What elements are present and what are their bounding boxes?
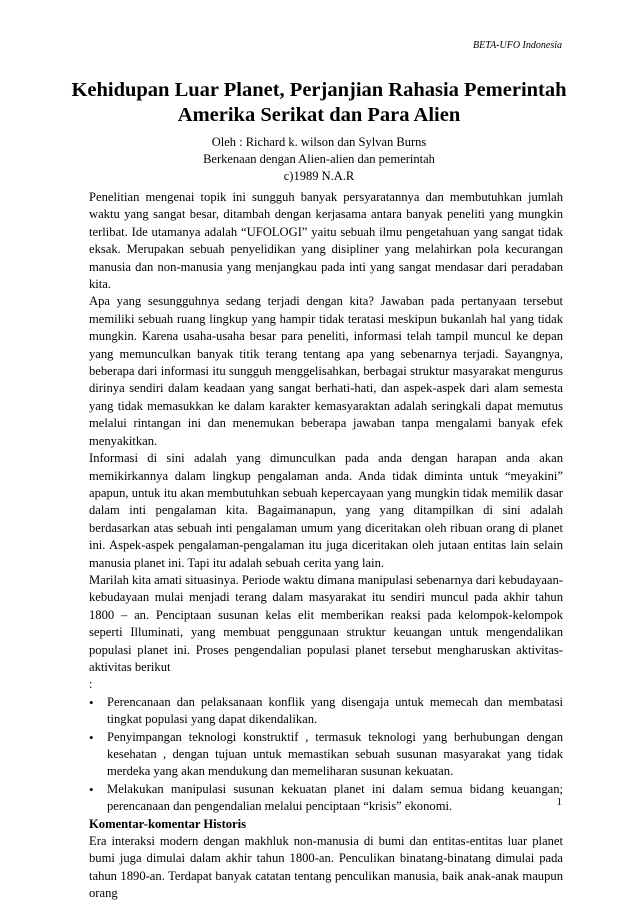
bullet-item: • Melakukan manipulasi susunan kekuatan planet ini dalam semua bidang keuangan; perencanaan dan pengendalian melalui penciptaan “krisis” ekonomi. [89,781,563,816]
byline-copyright: c)1989 N.A.R [283,169,355,183]
bullet-item: • Penyimpangan teknologi konstruktif , termasuk teknologi yang berhubungan dengan kesehatan , dengan tujuan untuk memastikan sebuah susunan masyarakat yang tidak merdeka yang akan mendukung dan memeliharan susunan kekuatan. [89,729,563,781]
bullet-item: • Perencanaan dan pelaksanaan konflik yang disengaja untuk memecah dan membatasi tingkat populasi yang dapat dikendalikan. [89,694,563,729]
body-paragraph: Apa yang sesungguhnya sedang terjadi dengan kita? Jawaban pada pertanyaan tersebut memiliki sebuah ruang lingkup yang hampir tidak teratasi meskipun bukanlah hal yang tidak mungkin. Karena usaha-usaha besar para peneliti, informasi telah tampil muncul ke depan yang memunculkan banyak titik terang tentang apa yang sebenarnya terjadi. Sayangnya, beberapa dari informasi itu sungguh menggelisahkan, berbagai struktur masyarakat mengurus dirinya sendiri dalam keadaan yang sangat berhati-hati, dan aspek-aspek dari alam semesta yang tidak memasukkan ke dalam karakter kemasyaraktan adalah seringkali dapat memutus melalui rintangan ini dan menemukan beberapa jawaban tanpa mengalami banyak efek menyakitkan. [89,294,563,448]
body-paragraph: Marilah kita amati situasinya. Periode waktu dimana manipulasi sebenarnya dari kebudayaan-kebudayaan mulai menjadi terang dalam masyarakat itu sendiri muncul pada akhir tahun 1800 – an. Penciptaan susunan kelas elit memberikan reaksi pada kelompok-kelompok seperti Illuminati, yang membuat penggunaan struktur keuangan untuk mengendalikan populasi planet ini. Proses pengendalian populasi planet tersebut mengharuskan aktivitas-aktivitas berikut [89,572,563,674]
body-paragraph: Penelitian mengenai topik ini sungguh banyak persyaratannya dan membutuhkan jumlah waktu yang sangat besar, ditambah dengan kerjasama antara banyak peneliti yang mungkin terlibat. Ide utamanya adalah “UFOLOGI” yaitu sebuah ilmu pengetahuan yang sangat tidak eksak. Merupakan sebuah penyelidikan yang disipliner yang melahirkan pola kecurangan manusia dan non-manusia yang menjangkau pada inti yang sangat mendasar dari peradaban kita. [89,190,563,292]
section-paragraph: Era interaksi modern dengan makhluk non-manusia di bumi dan entitas-entitas luar planet bumi juga dimulai dalam akhir tahun 1800-an. Penculikan binatang-binatang dimulai pada tahun 1890-an. Terdapat banyak catatan tentang penculikan manusia, baik anak-anak maupun orang [89,834,563,901]
section-heading: Komentar-komentar Historis [89,816,247,831]
body-content [89,189,563,903]
running-header: BETA-UFO Indonesia [473,40,562,51]
byline [0,134,638,185]
page-number: 1 [556,796,562,808]
list-intro-colon: : [89,677,93,692]
byline-subtitle: Berkenaan dengan Alien-alien dan pemerintah [203,152,435,166]
title-line-2: Amerika Serikat dan Para Alien [177,104,461,126]
byline-authors: Oleh : Richard k. wilson dan Sylvan Burns [211,135,427,149]
document-title [60,78,578,128]
bullet-list [89,694,563,816]
body-paragraph: Informasi di sini adalah yang dimunculkan pada anda dengan harapan anda akan memikirkannya dalam lingkup pengalaman anda. Anda tidak diminta untuk “meyakini” apapun, untuk itu akan membutuhkan sebuah kepercayaan yang mungkin tidak memilik dasar dalam inti pengalaman kita. Bagaimanapun, yang yang ditampilkan di sini adalah berdasarkan atas sebuah inti pengalaman umum yang diceritakan oleh ribuan orang di planet ini. Aspek-aspek pengalaman-pengalaman itu juga diceritakan oleh jutaan entitas lain selain manusia planet ini. Tapi itu adalah sebuah cerita yang lain. [89,451,563,570]
title-line-1: Kehidupan Luar Planet, Perjanjian Rahasia Pemerintah [71,79,567,101]
